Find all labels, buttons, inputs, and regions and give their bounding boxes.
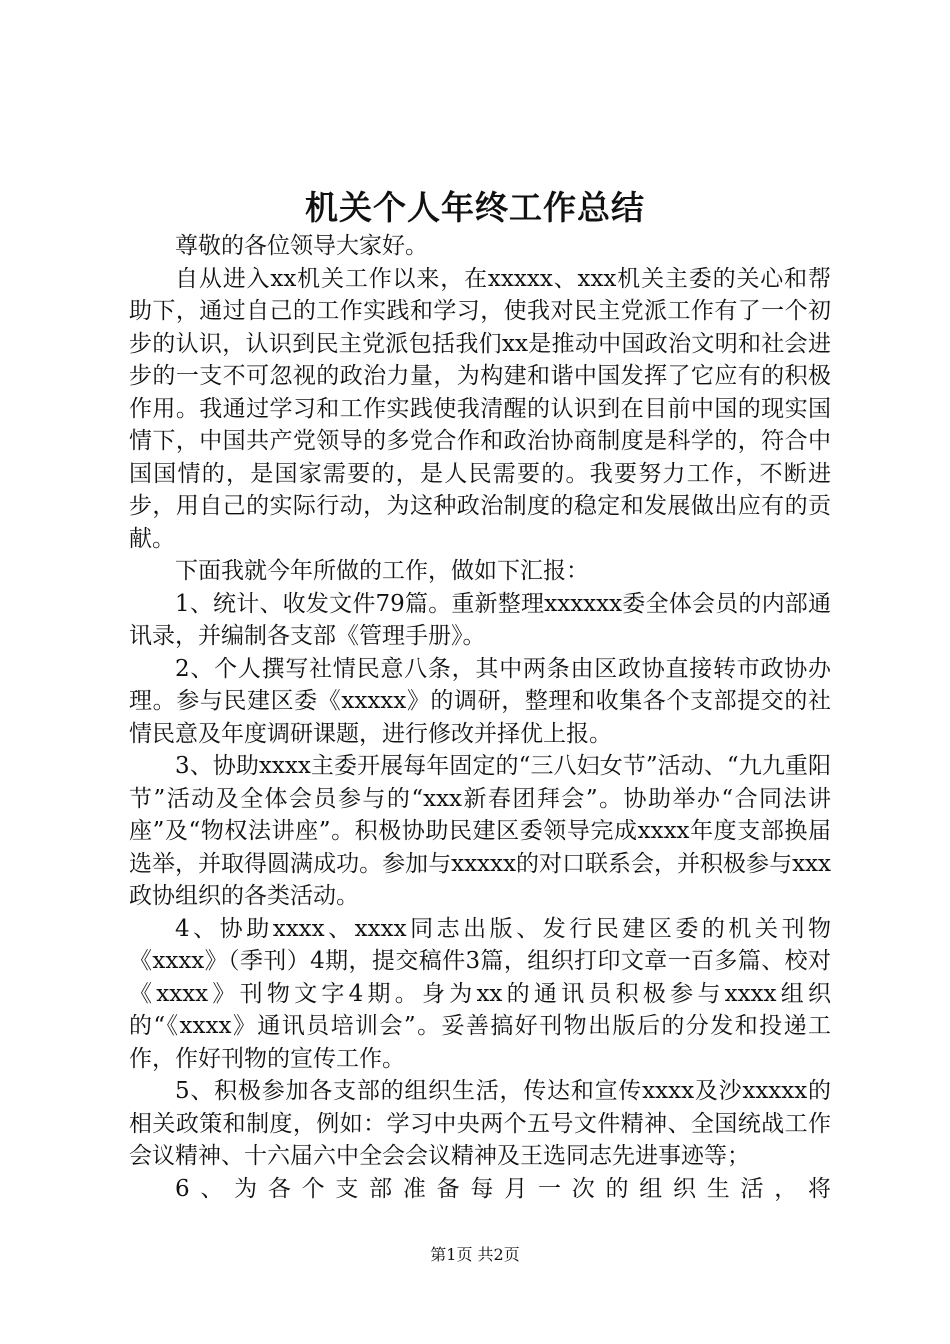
paragraph-item-4: 4、协助xxxx、xxxx同志出版、发行民建区委的机关刊物《xxxx》（季刊）4期，提交稿件3篇，组织打印文章一百多篇、校对《xxxx》刊物文字4期。身为xx的通讯员积极参与xxxx组织的“《xxxx》通讯员培训会”。妥善搞好刊物出版后的分发和投递工作，作好刊物的宣传工作。 xyxy=(129,915,831,1072)
document-title: 机关个人年终工作总结 xyxy=(305,188,645,227)
paragraph-item-5: 5、积极参加各支部的组织生活，传达和宣传xxxx及沙xxxxx的相关政策和制度，例如：学习中央两个五号文件精神、全国统战工作会议精神、十六届六中全会会议精神及王选同志先进事迹等； xyxy=(129,1078,831,1169)
paragraph-item-3: 3、协助xxxx主委开展每年固定的“三八妇女节”活动、“九九重阳节”活动及全体会员参与的“xxx新春团拜会”。协助举办“合同法讲座”及“物权法讲座”。积极协助民建区委领导完成xxxx年度支部换届选举，并取得圆满成功。参加与xxxxx的对口联系会，并积极参与xxx政协组织的各类活动。 xyxy=(129,753,831,909)
paragraph-item-1: 1、统计、收发文件79篇。重新整理xxxxxx委全体会员的内部通讯录，并编制各支部《管理手册》。 xyxy=(129,590,831,649)
page-footer: 第1页 共2页 xyxy=(430,1245,520,1264)
paragraph-greeting: 尊敬的各位领导大家好。 xyxy=(175,233,428,259)
paragraph-report-lead: 下面我就今年所做的工作，做如下汇报： xyxy=(175,558,589,584)
paragraph-intro: 自从进入xx机关工作以来，在xxxxx、xxx机关主委的关心和帮助下，通过自己的工作实践和学习，使我对民主党派工作有了一个初步的认识，认识到民主党派包括我们xx是推动中国政治文明和社会进步的一支不可忽视的政治力量，为构建和谐中国发挥了它应有的积极作用。我通过学习和工作实践使我清醒的认识到在目前中国的现实国情下，中国共产党领导的多党合作和政治协商制度是科学的，符合中国国情的，是国家需要的，是人民需要的。我要努力工作，不断进步，用自己的实际行动，为这种政治制度的稳定和发展做出应有的贡献。 xyxy=(129,265,831,552)
document-body xyxy=(129,230,831,1205)
paragraph-item-2: 2、个人撰写社情民意八条，其中两条由区政协直接转市政协办理。参与民建区委《xxxxx》的调研，整理和收集各个支部提交的社情民意及年度调研课题，进行修改并择优上报。 xyxy=(129,655,831,747)
paragraph-item-6: 6、为各个支部准备每月一次的组织生活，将 xyxy=(175,1175,831,1202)
